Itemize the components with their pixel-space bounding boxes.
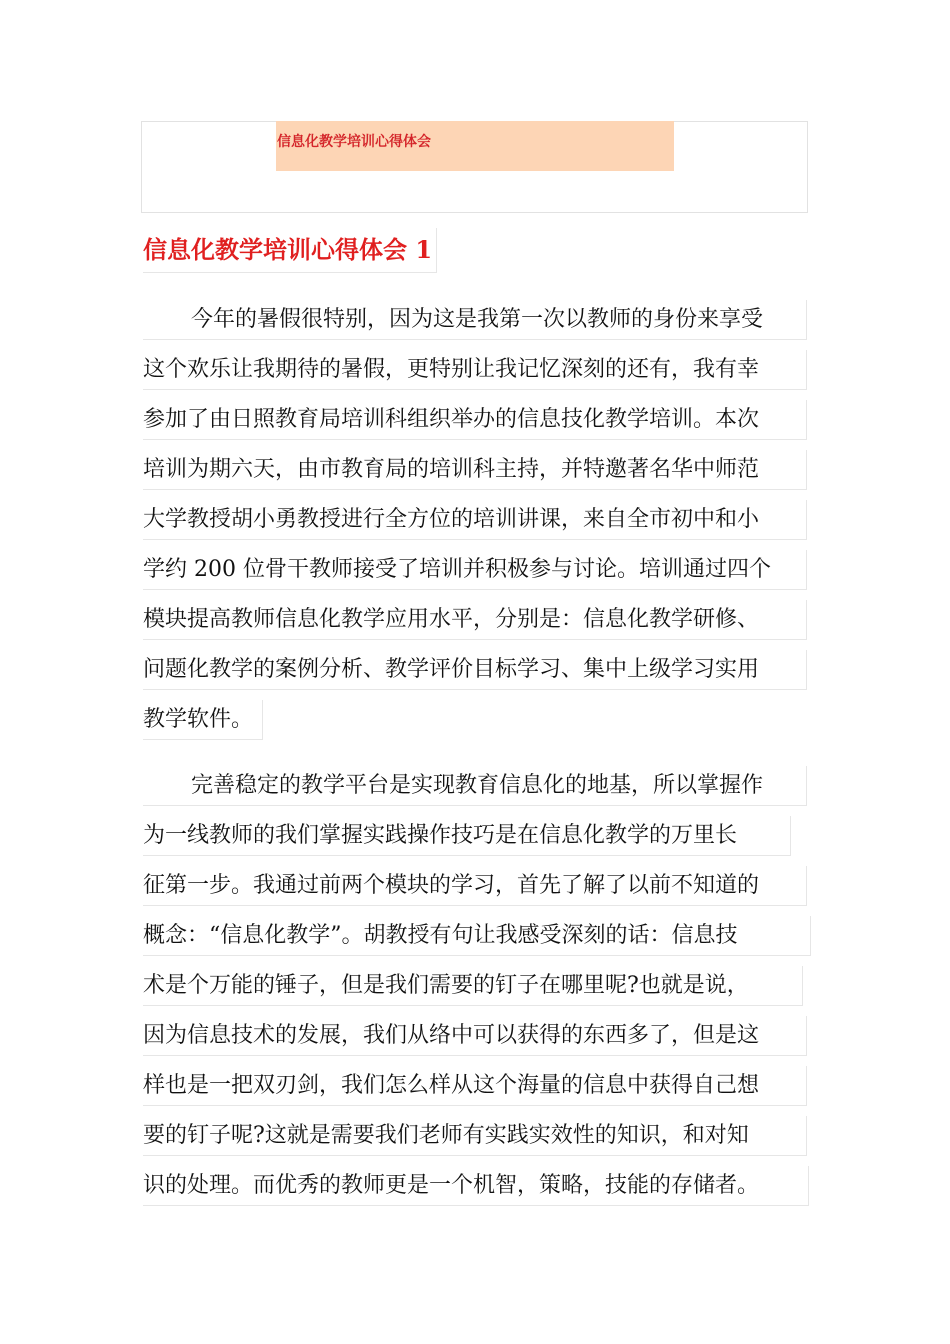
text-line: 术是个万能的锤子，但是我们需要的钉子在哪里呢?也就是说， [143,966,803,1006]
header-title: 信息化教学培训心得体会 [277,134,431,150]
text-line: 概念：“信息化教学”。胡教授有句让我感受深刻的话：信息技 [143,916,811,956]
text-line: 模块提高教师信息化教学应用水平，分别是：信息化教学研修、 [143,600,807,640]
text-line: 学约 200 位骨干教师接受了培训并积极参与讨论。培训通过四个 [143,550,807,590]
text-line: 大学教授胡小勇教授进行全方位的培训讲课，来自全市初中和小 [143,500,807,540]
text-line: 样也是一把双刃剑，我们怎么样从这个海量的信息中获得自己想 [143,1066,807,1106]
text-line: 为一线教师的我们掌握实践操作技巧是在信息化教学的万里长 [143,816,791,856]
text-line: 培训为期六天，由市教育局的培训科主持，并特邀著名华中师范 [143,450,807,490]
text-line: 今年的暑假很特别，因为这是我第一次以教师的身份来享受 [143,300,807,340]
text-line: 参加了由日照教育局培训科组织举办的信息技化教学培训。本次 [143,400,807,440]
text-line: 因为信息技术的发展，我们从络中可以获得的东西多了，但是这 [143,1016,807,1056]
document-title: 信息化教学培训心得体会 1 [143,228,437,273]
text-line: 教学软件。 [143,700,263,740]
text-line: 完善稳定的教学平台是实现教育信息化的地基，所以掌握作 [143,766,807,806]
text-line: 要的钉子呢?这就是需要我们老师有实践实效性的知识，和对知 [143,1116,807,1156]
text-line: 识的处理。而优秀的教师更是一个机智，策略，技能的存储者。 [143,1166,809,1206]
text-line: 这个欢乐让我期待的暑假，更特别让我记忆深刻的还有，我有幸 [143,350,807,390]
text-line: 问题化教学的案例分析、教学评价目标学习、集中上级学习实用 [143,650,807,690]
text-line: 征第一步。我通过前两个模块的学习，首先了解了以前不知道的 [143,866,807,906]
